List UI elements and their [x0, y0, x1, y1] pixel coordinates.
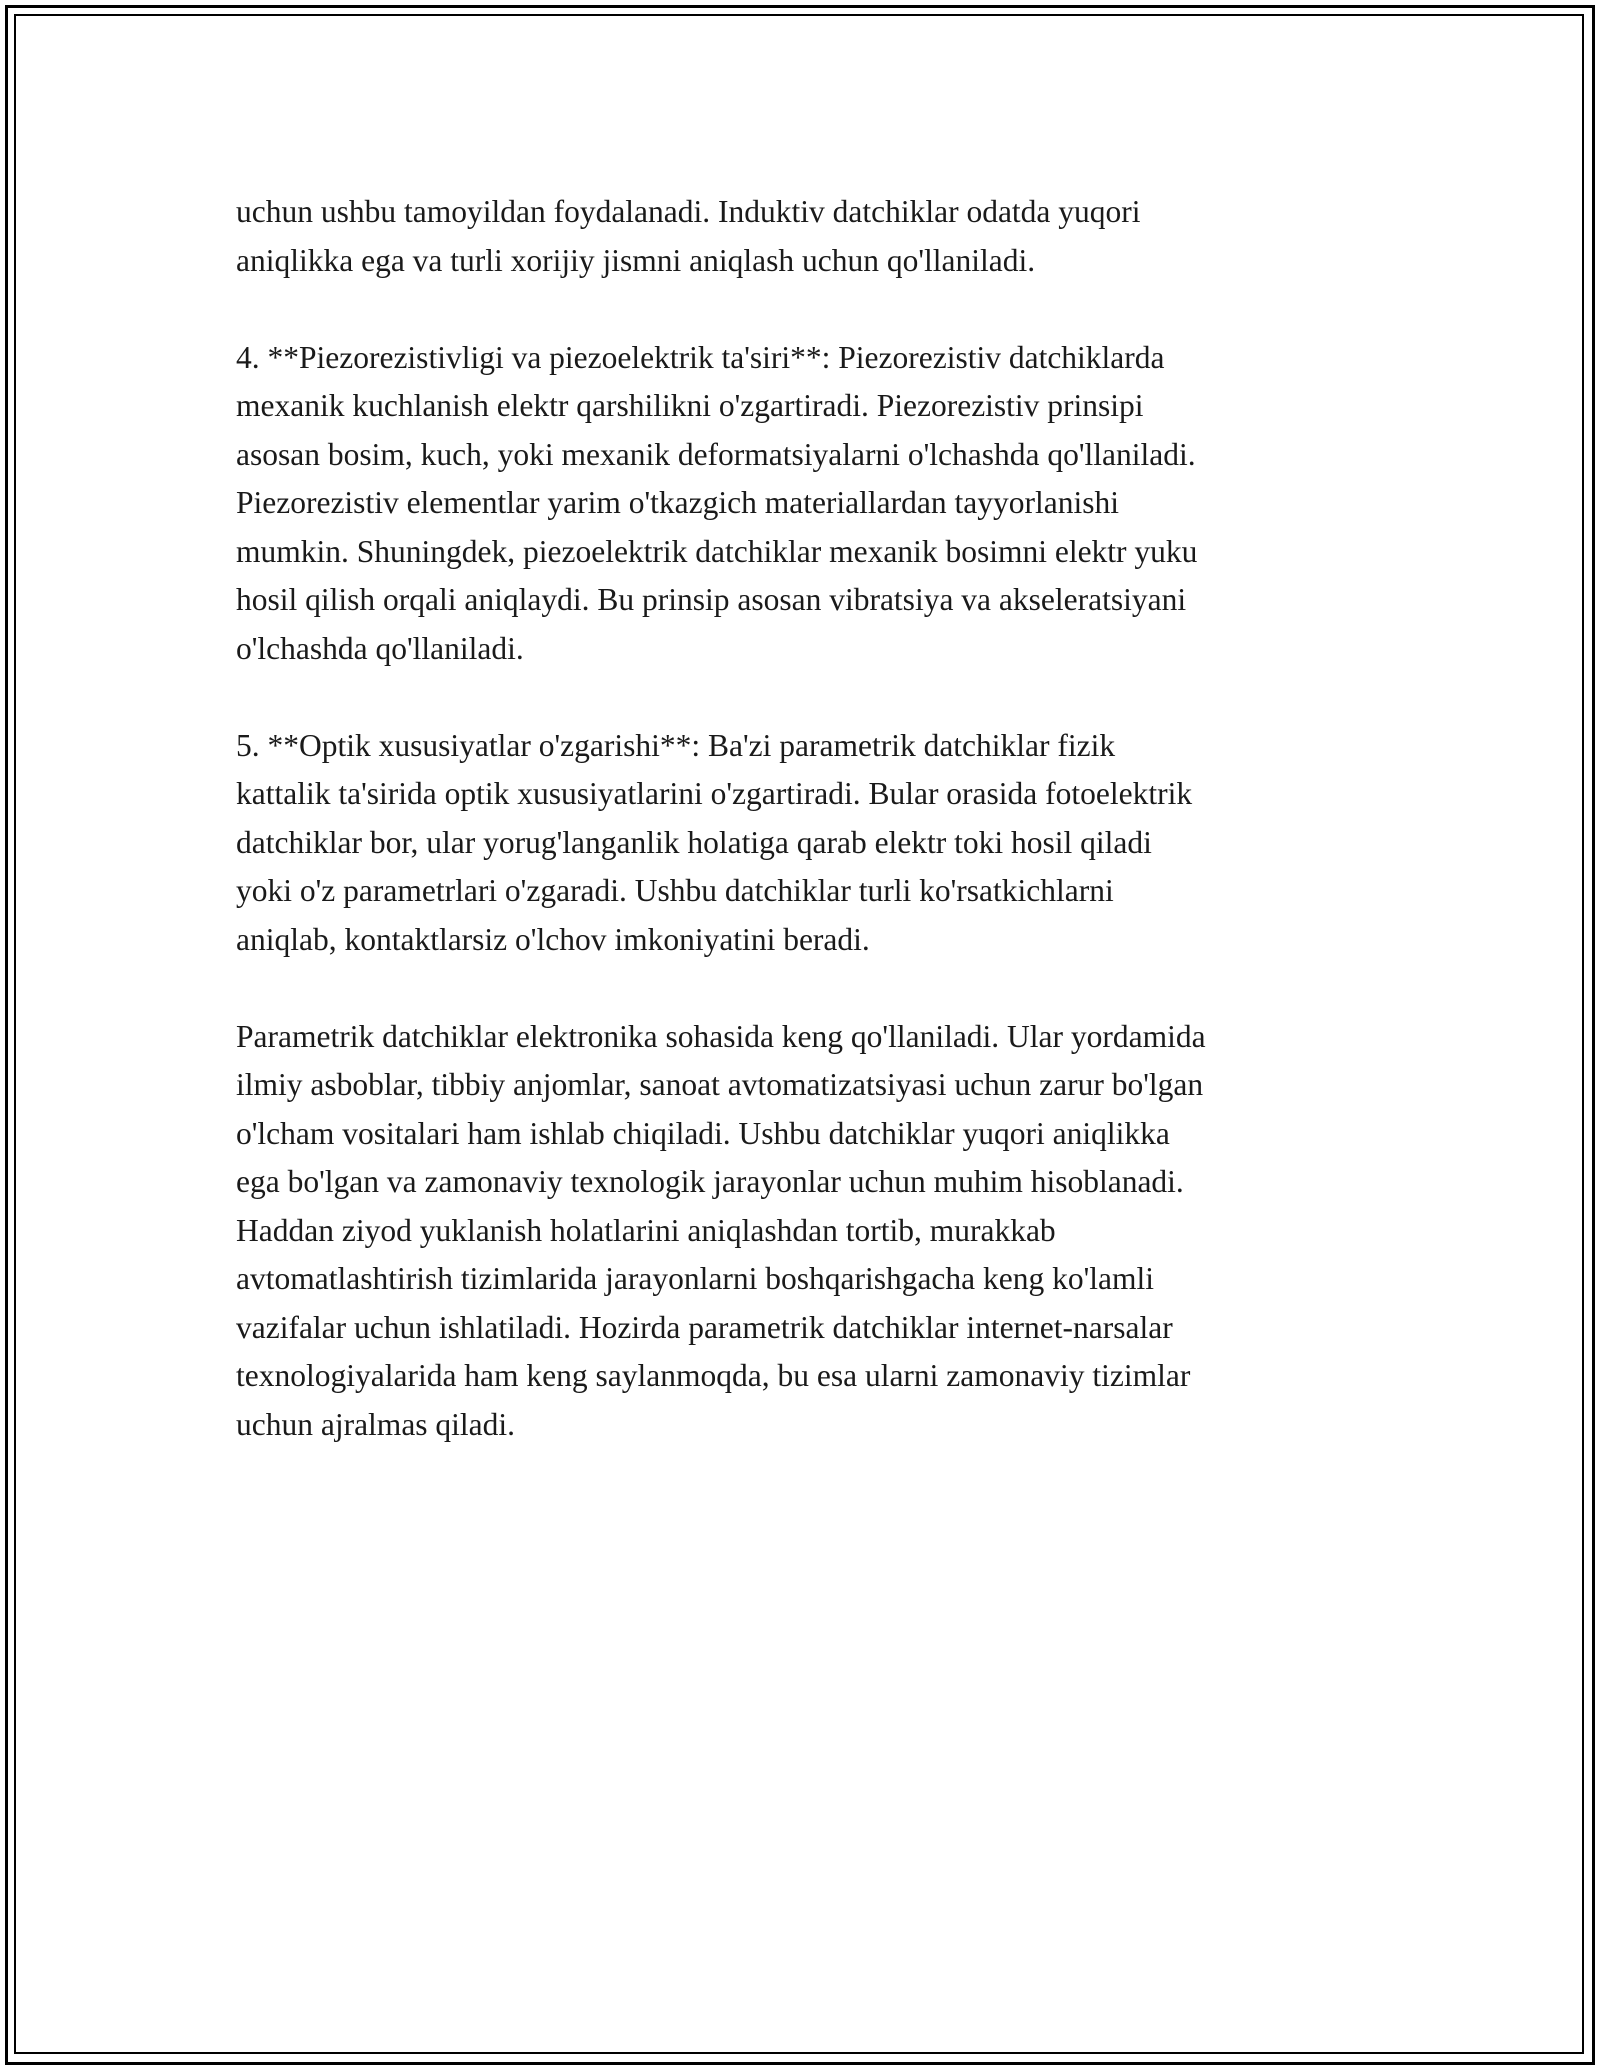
paragraph-conclusion: Parametrik datchiklar elektronika sohasida keng qo'llaniladi. Ular yordamida ilmiy asboblar, tibbiy anjomlar, sanoat avtomatizatsiyasi uchun zarur bo'lgan o'lcham vositalari ham ishlab chiqiladi. Ushbu datchiklar yuqori aniqlikka ega bo'lgan va zamonaviy texnologik jarayonlar uchun muhim hisoblanadi. Haddan ziyod yuklanish holatlarini aniqlashdan tortib, murakkab avtomatlashtirish tizimlarida jarayonlarni boshqarishgacha keng ko'lamli vazifalar uchun ishlatiladi. Hozirda parametrik datchiklar internet-narsalar texnologiyalarida ham keng saylanmoqda, bu esa ularni zamonaviy tizimlar uchun ajralmas qiladi.: [236, 1018, 1206, 1442]
document-body: [236, 188, 1396, 1498]
paragraph-inductive-continuation: uchun ushbu tamoyildan foydalanadi. Induktiv datchiklar odatda yuqori aniqlikka ega va turli xorijiy jismni aniqlash uchun qo'llaniladi.: [236, 194, 1141, 278]
paragraph-optical: 5. **Optik xususiyatlar o'zgarishi**: Ba'zi parametrik datchiklar fizik kattalik ta'sirida optik xususiyatlarini o'zgartiradi. Bular orasida fotoelektrik datchiklar bor, ular yorug'langanlik holatiga qarab elektr toki hosil qiladi yoki o'z parametrlari o'zgaradi. Ushbu datchiklar turli ko'rsatkichlarni aniqlab, kontaktlarsiz o'lchov imkoniyatini beradi.: [236, 727, 1193, 957]
paragraph-piezoresistive: 4. **Piezorezistivligi va piezoelektrik ta'siri**: Piezorezistiv datchiklarda mexanik kuchlanish elektr qarshilikni o'zgartiradi. Piezorezistiv prinsipi asosan bosim, kuch, yoki mexanik deformatsiyalarni o'lchashda qo'llaniladi. Piezorezistiv elementlar yarim o'tkazgich materiallardan tayyorlanishi mumkin. Shuningdek, piezoelektrik datchiklar mexanik bosimni elektr yuku hosil qilish orqali aniqlaydi. Bu prinsip asosan vibratsiya va akseleratsiyani o'lchashda qo'llaniladi.: [236, 339, 1198, 666]
